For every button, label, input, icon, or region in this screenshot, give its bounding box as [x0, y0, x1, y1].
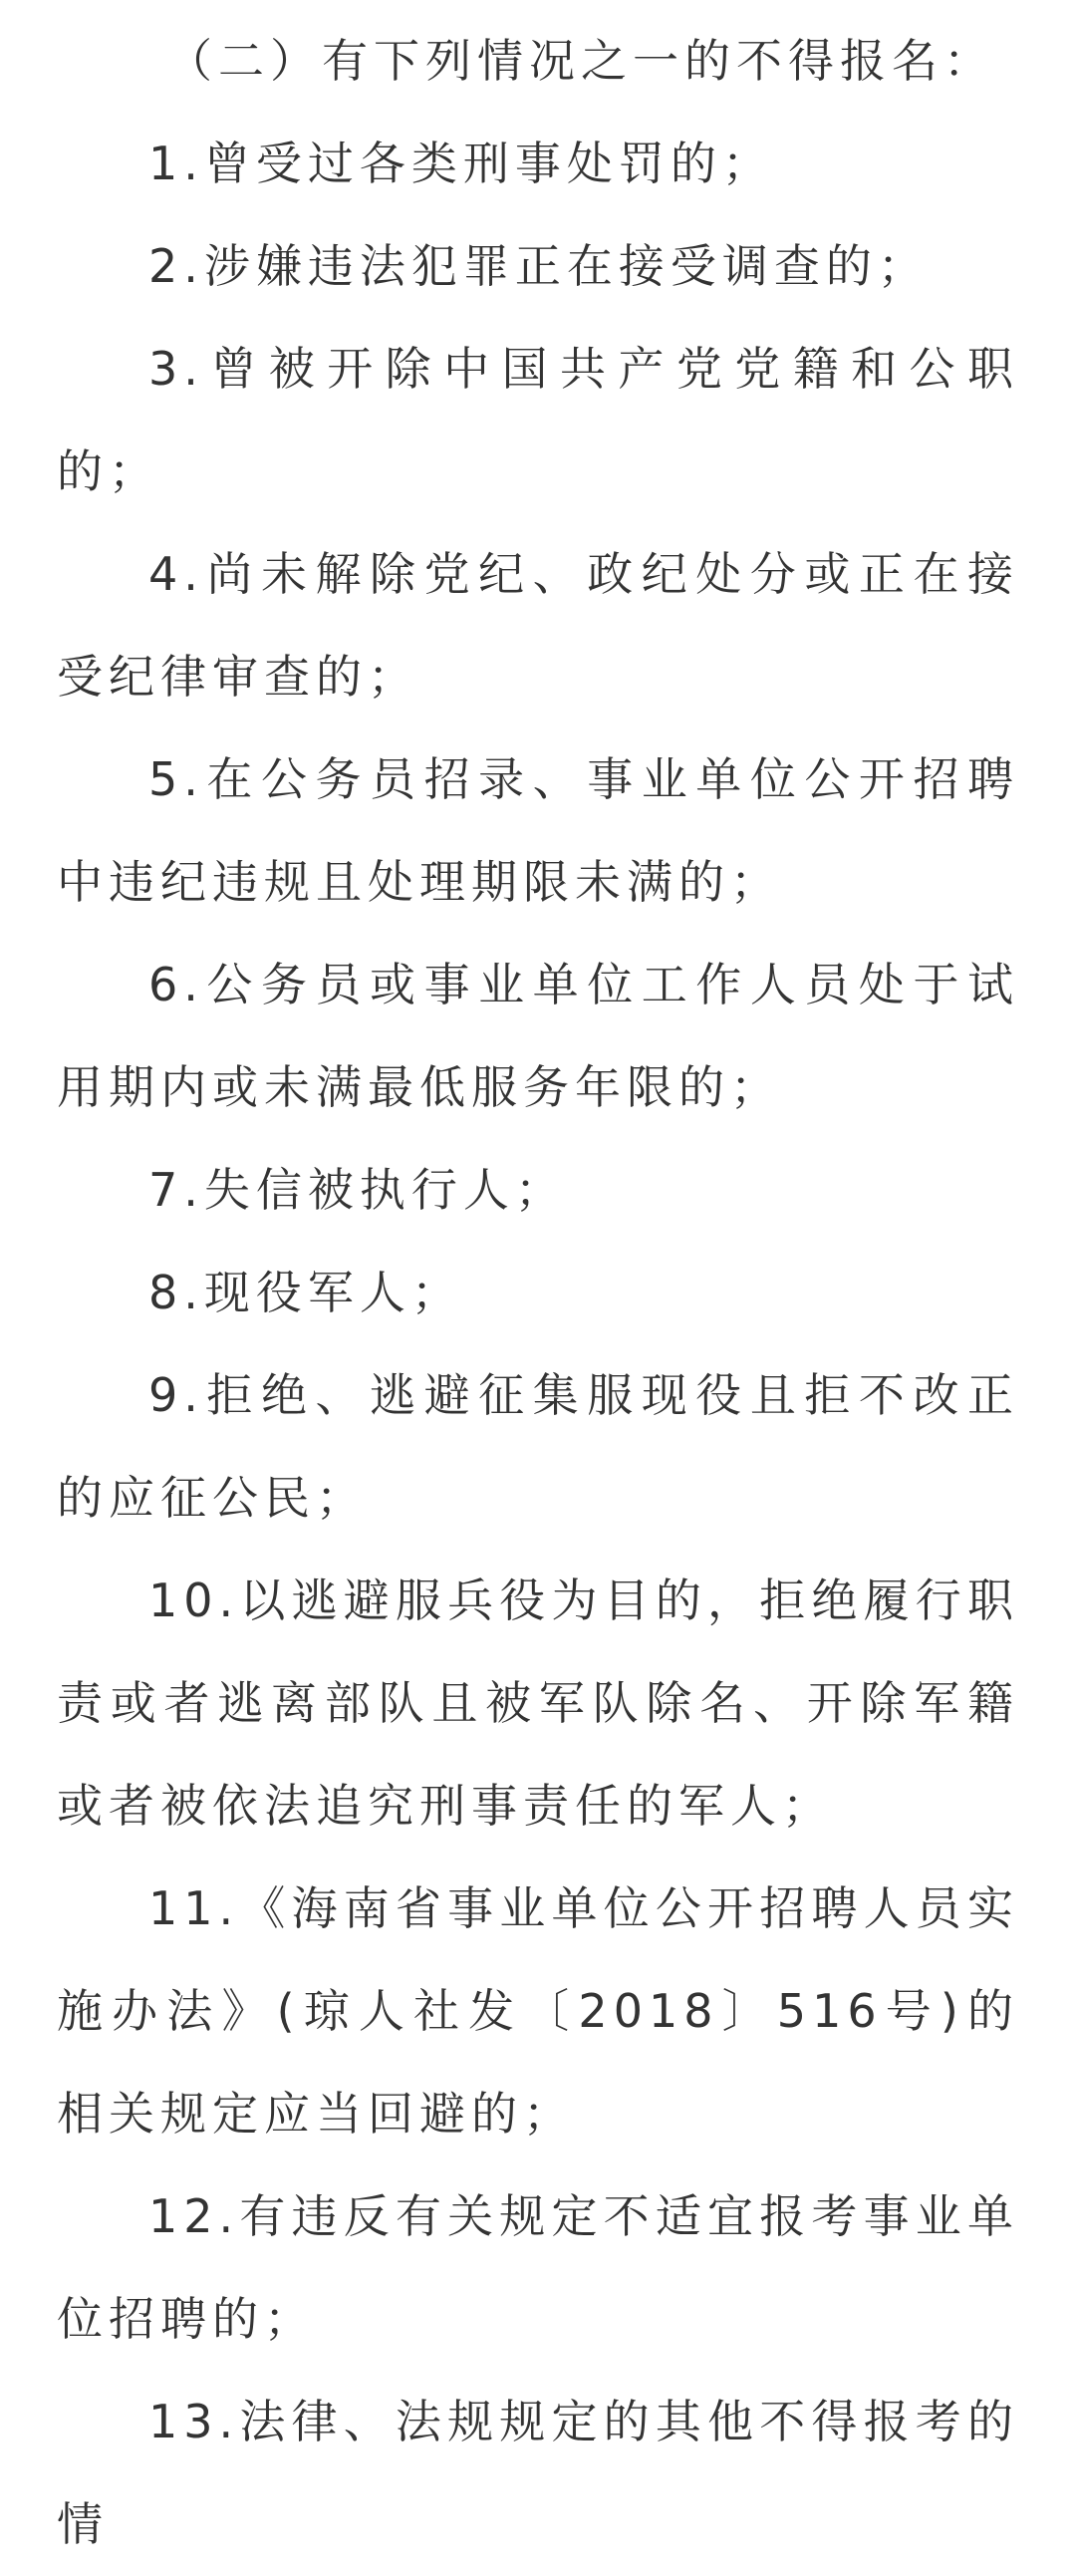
- list-item: 3.曾被开除中国共产党党籍和公职的；: [57, 342, 1019, 498]
- list-item: 4.尚未解除党纪、政纪处分或正在接受纪律审查的；: [57, 547, 1019, 704]
- article-body: [57, 0, 1019, 2576]
- list-item: 2.涉嫌违法犯罪正在接受调查的；: [148, 239, 930, 293]
- list-item: 8.现役军人；: [148, 1266, 463, 1319]
- list-item: 11.《海南省事业单位公开招聘人员实施办法》(琼人社发〔2018〕516号)的相关规定应当回避的；: [57, 1881, 1019, 2141]
- list-item: 5.在公务员招录、事业单位公开招聘中违纪违规且处理期限未满的；: [57, 752, 1019, 909]
- list-item: 7.失信被执行人；: [148, 1163, 567, 1217]
- list-item: 6.公务员或事业单位工作人员处于试用期内或未满最低服务年限的；: [57, 958, 1019, 1114]
- list-item: 9.拒绝、逃避征集服现役且拒不改正的应征公民；: [57, 1368, 1019, 1525]
- list-item: 10.以逃避服兵役为目的，拒绝履行职责或者逃离部队且被军队除名、开除军籍或者被依法追究刑事责任的军人；: [57, 1574, 1019, 1833]
- list-item: 1.曾受过各类刑事处罚的；: [148, 137, 774, 190]
- list-item: 12.有违反有关规定不适宜报考事业单位招聘的；: [57, 2189, 1019, 2346]
- section-heading: （二）有下列情况之一的不得报名：: [166, 34, 995, 88]
- list-item: 13.法律、法规规定的其他不得报考的情: [57, 2395, 1019, 2551]
